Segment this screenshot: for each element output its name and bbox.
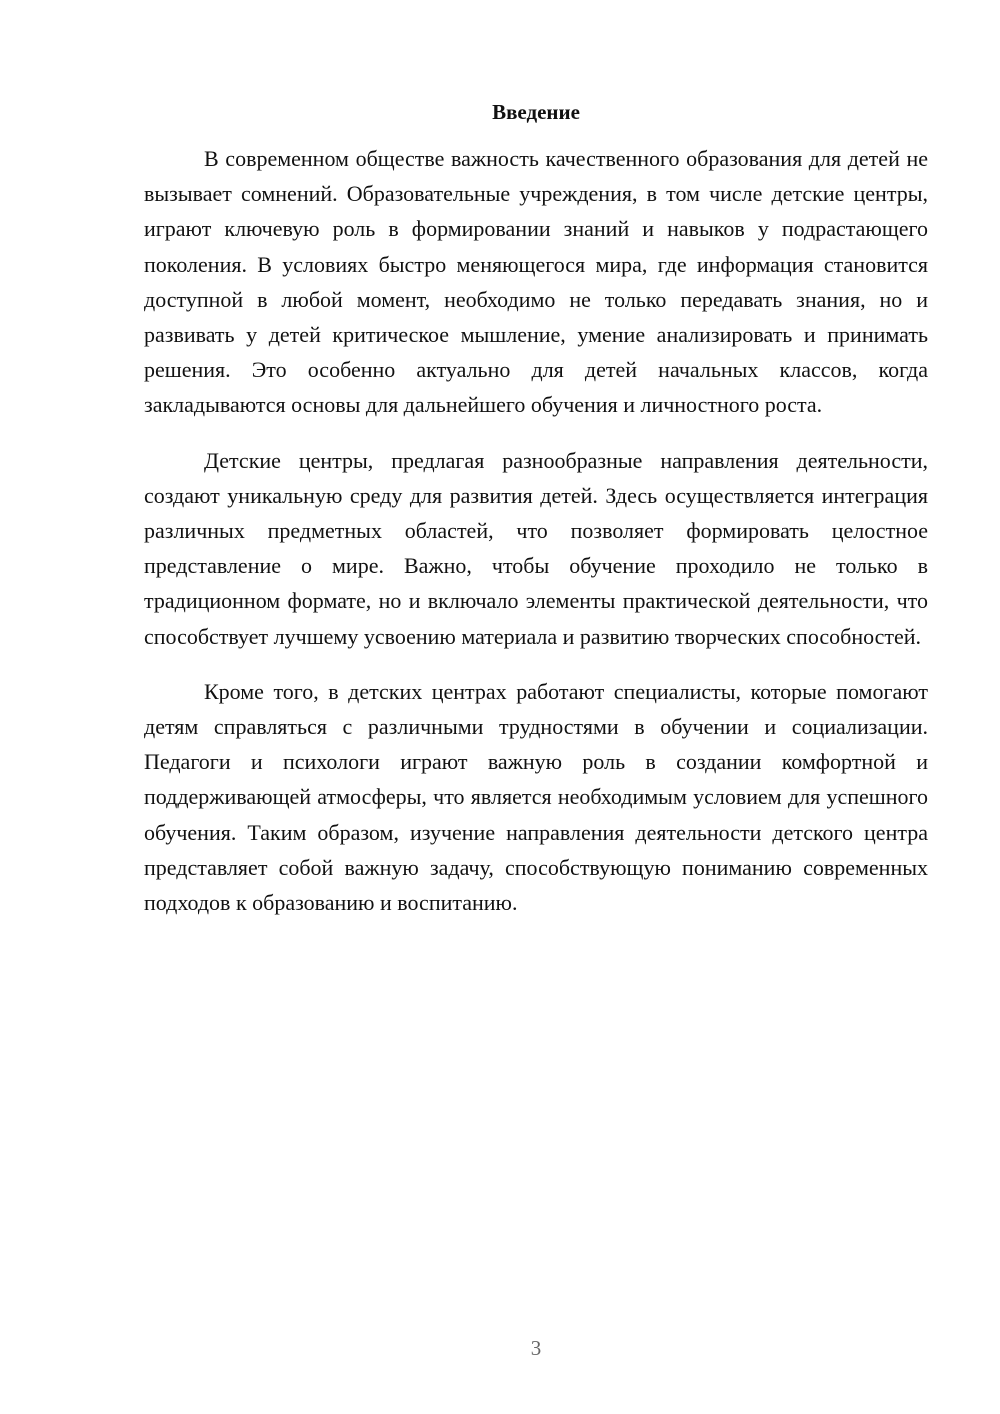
paragraph-3: Кроме того, в детских центрах работают специалисты, которые помогают детям справляться с различными трудностями в обучении и социализации. Педагоги и психологи играют важную роль в создании комфортной и поддерживающей атмосферы, что является необходимым условием для успешного обучения. Таким образом, изучение направления деятельности детского центра представляет собой важную задачу, способствующую пониманию современных подходов к образованию и воспитанию. — [144, 678, 928, 916]
page-number: 3 — [530, 1336, 542, 1360]
document-body — [144, 141, 928, 940]
paragraph-2: Детские центры, предлагая разнообразные направления деятельности, создают уникальную среду для развития детей. Здесь осуществляется интеграция различных предметных областей, что позволяет формировать целостное представление о мире. Важно, чтобы обучение проходило не только в традиционном формате, но и включало элементы практической деятельности, что способствует лучшему усвоению материала и развитию творческих способностей. — [144, 447, 928, 649]
section-title: Введение — [492, 100, 580, 124]
paragraph-1: В современном обществе важность качественного образования для детей не вызывает сомнений. Образовательные учреждения, в том числе детские центры, играют ключевую роль в формировании знаний и навыков у подрастающего поколения. В условиях быстро меняющегося мира, где информация становится доступной в любой момент, необходимо не только передавать знания, но и развивать у детей критическое мышление, умение анализировать и принимать решения. Это особенно актуально для детей начальных классов, когда закладываются основы для дальнейшего обучения и личностного роста. — [144, 146, 928, 418]
